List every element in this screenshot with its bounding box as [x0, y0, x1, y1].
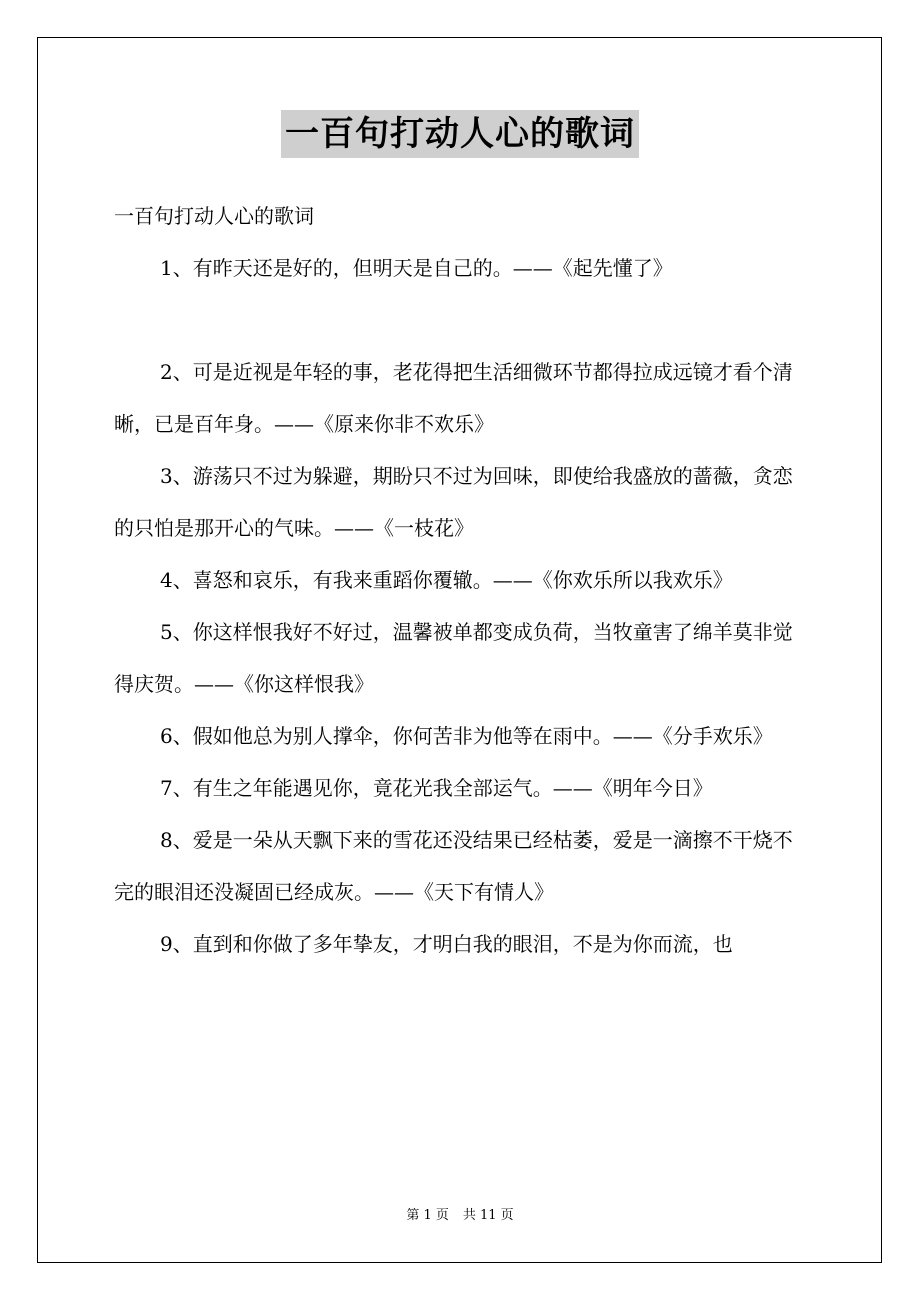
- lyric-item-3: 3、游荡只不过为躲避，期盼只不过为回味，即使给我盛放的蔷薇，贪恋的只怕是那开心的气味。——《一枝花》: [114, 464, 793, 540]
- lyric-item-7: 7、有生之年能遇见你，竟花光我全部运气。——《明年今日》: [160, 776, 713, 800]
- lyric-item-2: 2、可是近视是年轻的事，老花得把生活细微环节都得拉成远镜才看个清晰，已是百年身。——《原来你非不欢乐》: [114, 360, 793, 436]
- lyric-item-8: 8、爱是一朵从天飘下来的雪花还没结果已经枯萎，爱是一滴擦不干烧不完的眼泪还没凝固已经成灰。——《天下有情人》: [114, 828, 793, 904]
- lyric-item-6: 6、假如他总为别人撑伞，你何苦非为他等在雨中。——《分手欢乐》: [160, 724, 773, 748]
- lyric-item-4: 4、喜怒和哀乐，有我来重蹈你覆辙。——《你欢乐所以我欢乐》: [160, 568, 733, 592]
- document-title: 一百句打动人心的歌词: [281, 110, 639, 158]
- lyric-item-5: 5、你这样恨我好不好过，温馨被单都变成负荷，当牧童害了绵羊莫非觉得庆贺。——《你这样恨我》: [114, 620, 793, 696]
- lyric-item-9: 9、直到和你做了多年挚友，才明白我的眼泪，不是为你而流，也: [160, 932, 733, 956]
- title-area: [0, 110, 920, 158]
- document-subtitle: 一百句打动人心的歌词: [114, 204, 314, 228]
- lyric-item-1: 1、有昨天还是好的，但明天是自己的。——《起先懂了》: [160, 256, 673, 280]
- page-number: 第 1 页: [406, 1208, 449, 1223]
- page-total: 共 11 页: [462, 1208, 514, 1223]
- document-body: [114, 190, 809, 970]
- page-footer: [0, 1206, 920, 1226]
